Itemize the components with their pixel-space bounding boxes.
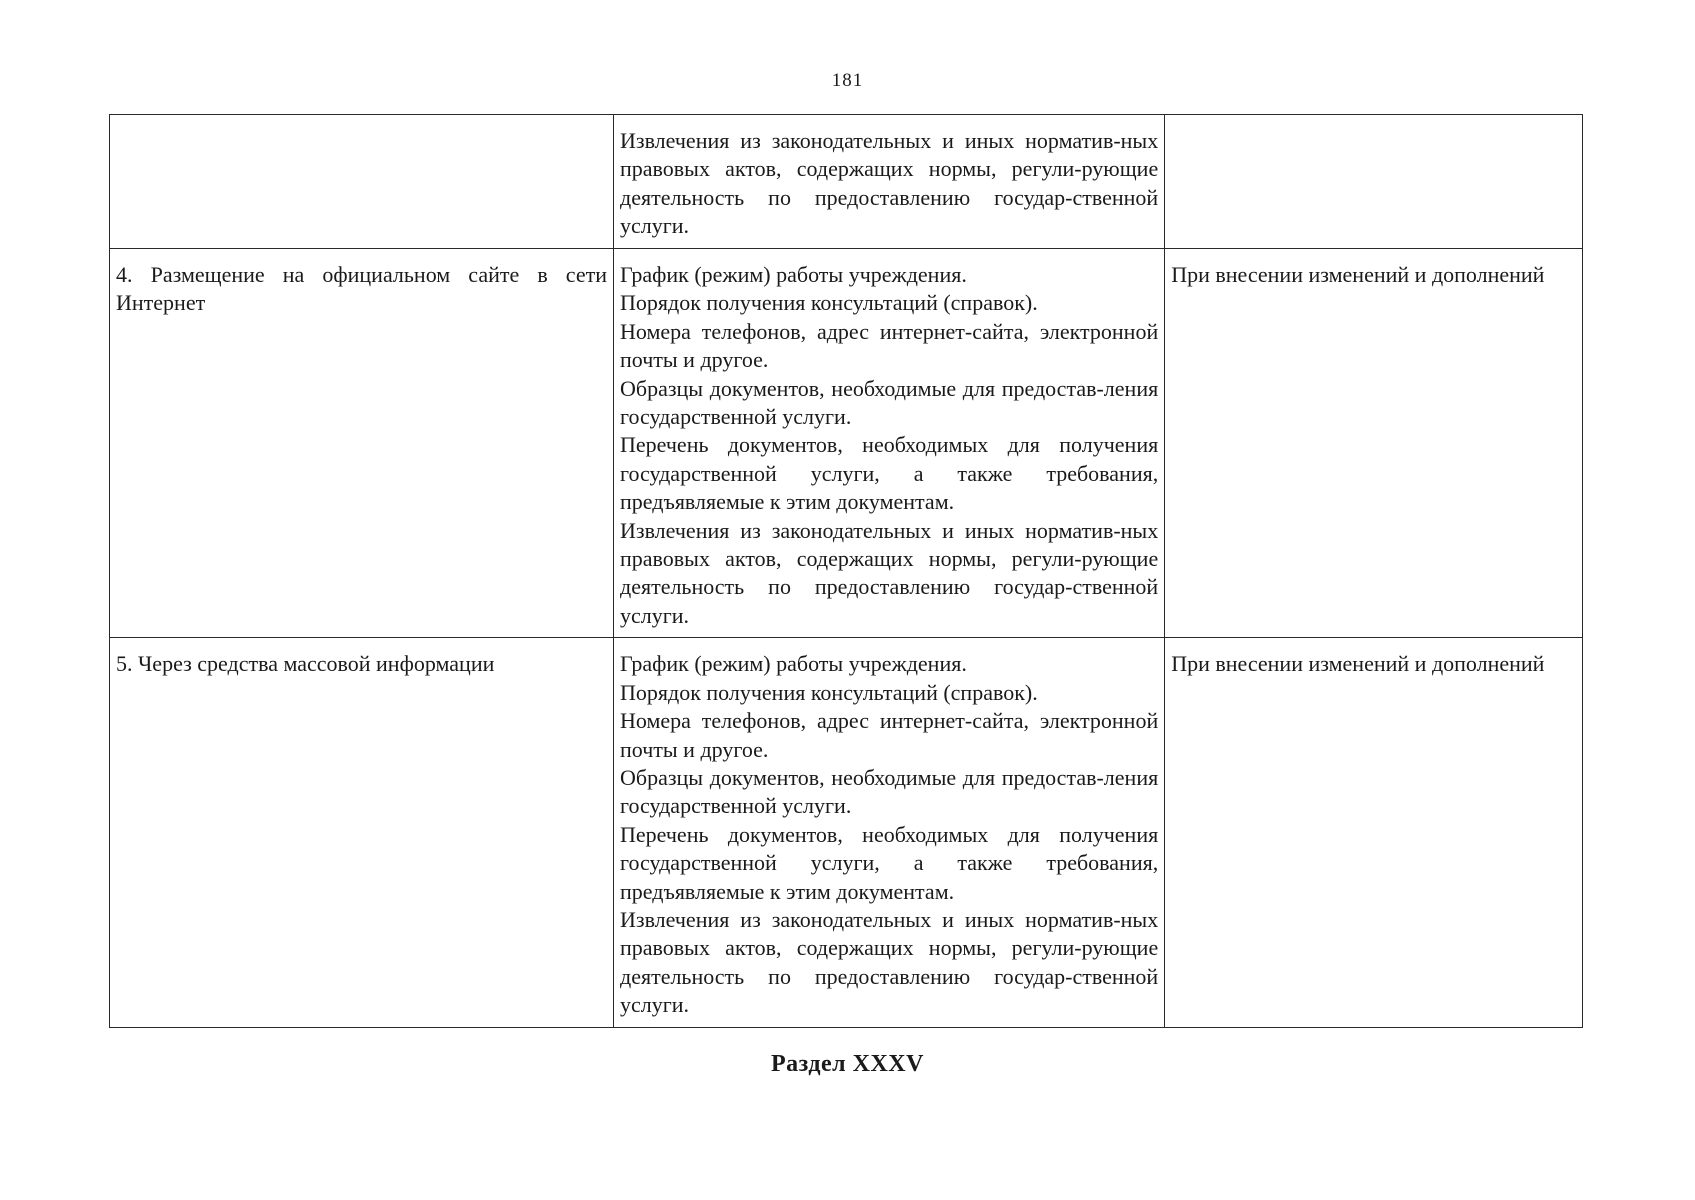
information-table xyxy=(109,114,1583,1028)
content-line: Порядок получения консультаций (справок). xyxy=(620,290,1038,316)
method-cell xyxy=(110,115,614,249)
table-row xyxy=(110,249,1583,638)
content-line: Образцы документов, необходимые для предостав-ления государственной услуги. xyxy=(620,375,1159,430)
method-text: 4. Размещение на официальном сайте в сети Интернет xyxy=(116,262,607,316)
period-cell xyxy=(1165,638,1583,1027)
period-text: При внесении изменений и дополнений xyxy=(1171,651,1545,677)
content-line: Перечень документов, необходимых для получения государственной услуги, а также требования, предъявляемые к этим документам. xyxy=(620,821,1159,904)
content-line: Извлечения из законодательных и иных норматив-ных правовых актов, содержащих нормы, регули-рующие деятельность по предоставлению государ-ственной услуги. xyxy=(620,128,1159,239)
page-number: 181 xyxy=(831,70,864,91)
content-line: График (режим) работы учреждения. xyxy=(620,262,967,287)
table-row xyxy=(110,638,1583,1027)
method-text: 5. Через средства массовой информации xyxy=(116,651,495,677)
method-cell xyxy=(110,249,614,638)
content-cell xyxy=(614,115,1165,249)
content-line: Порядок получения консультаций (справок). xyxy=(620,679,1038,705)
content-line: Номера телефонов, адрес интернет-сайта, электронной почты и другое. xyxy=(620,708,1159,762)
table-row xyxy=(110,115,1583,249)
content-line: Номера телефонов, адрес интернет-сайта, электронной почты и другое. xyxy=(620,318,1159,373)
content-line: График (режим) работы учреждения. xyxy=(620,651,967,677)
period-cell xyxy=(1165,249,1583,638)
content-line: Извлечения из законодательных и иных норматив-ных правовых актов, содержащих нормы, регули-рующие деятельность по предоставлению государ-ственной услуги. xyxy=(620,906,1159,1018)
period-text: При внесении изменений и дополнений xyxy=(1171,262,1545,287)
content-cell xyxy=(614,249,1165,638)
period-cell xyxy=(1165,115,1583,249)
content-line: Образцы документов, необходимые для предостав-ления государственной услуги. xyxy=(620,764,1159,819)
section-heading: Раздел XXXV xyxy=(771,1051,924,1077)
content-cell xyxy=(614,638,1165,1027)
method-cell xyxy=(110,638,614,1027)
content-line: Извлечения из законодательных и иных норматив-ных правовых актов, содержащих нормы, регули-рующие деятельность по предоставлению государ-ственной услуги. xyxy=(620,517,1159,628)
content-line: Перечень документов, необходимых для получения государственной услуги, а также требования, предъявляемые к этим документам. xyxy=(620,432,1159,515)
